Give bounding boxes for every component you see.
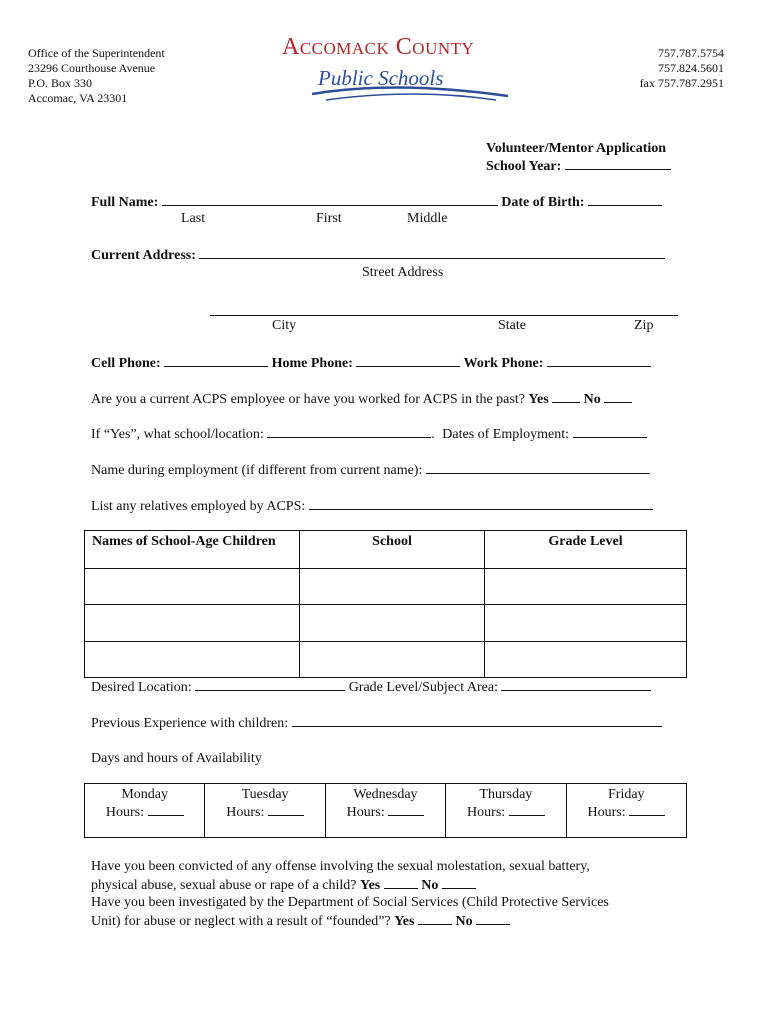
child-grade-cell[interactable]	[485, 642, 687, 678]
fax-line: fax 757.787.2951	[639, 76, 724, 90]
school-location-row: If “Yes”, what school/location: . Dates of Employment:	[91, 425, 647, 443]
city-state-zip-field[interactable]	[210, 315, 678, 316]
experience-label: Previous Experience with children:	[91, 716, 289, 731]
relatives-row	[91, 497, 653, 515]
sub-middle: Middle	[407, 211, 448, 226]
day-cell-wednesday[interactable]	[325, 784, 445, 838]
conviction-yes-field[interactable]	[384, 876, 418, 889]
school-year-label: School Year:	[486, 159, 562, 174]
employee-yes-field[interactable]	[552, 390, 580, 403]
full-name-field[interactable]	[162, 193, 498, 206]
day-name: Monday	[121, 787, 169, 802]
child-school-cell[interactable]	[300, 605, 485, 642]
cell-phone-field[interactable]	[164, 354, 268, 367]
address-label: Current Address:	[91, 248, 196, 263]
office-line-1: Office of the Superintendent	[28, 46, 165, 60]
relatives-field[interactable]	[309, 497, 653, 510]
sub-first: First	[316, 211, 342, 226]
header-grade-level: Grade Level	[485, 531, 687, 569]
grade-subject-label: Grade Level/Subject Area:	[348, 680, 498, 695]
hours-field[interactable]	[148, 803, 184, 816]
hours-entry: Hours:	[85, 803, 204, 821]
hours-field[interactable]	[268, 803, 304, 816]
office-line-2: 23296 Courthouse Avenue	[28, 61, 156, 75]
child-name-cell[interactable]	[85, 569, 300, 605]
logo-title: Accomack County	[282, 34, 475, 60]
logo-wave-icon	[282, 28, 512, 104]
desired-location-field[interactable]	[195, 678, 345, 691]
street-address-field[interactable]	[199, 246, 665, 259]
name-during-row	[91, 461, 650, 479]
conviction-no-field[interactable]	[442, 876, 476, 889]
table-row	[85, 569, 687, 605]
hours-field[interactable]	[388, 803, 424, 816]
home-phone-label: Home Phone:	[271, 356, 353, 371]
day-cell-thursday[interactable]	[446, 784, 566, 838]
logo-subtitle: Public Schools	[318, 66, 444, 90]
employee-no-field[interactable]	[604, 390, 632, 403]
day-cell-tuesday[interactable]	[205, 784, 325, 838]
relatives-label: List any relatives employed by ACPS:	[91, 499, 306, 514]
sub-street: Street Address	[362, 265, 444, 280]
employee-question: Are you a current ACPS employee or have you worked for ACPS in the past?	[91, 392, 525, 407]
hours-entry: Hours:	[205, 803, 324, 821]
day-cell-friday[interactable]	[566, 784, 686, 838]
school-location-label: If “Yes”, what school/location:	[91, 427, 264, 442]
dss-yes-label: Yes	[394, 913, 415, 929]
header-school: School	[300, 531, 485, 569]
sub-city: City	[272, 318, 297, 333]
day-name: Wednesday	[353, 787, 418, 802]
employee-yes-label: Yes	[528, 392, 549, 407]
sub-state: State	[498, 318, 526, 333]
child-grade-cell[interactable]	[485, 569, 687, 605]
child-name-cell[interactable]	[85, 642, 300, 678]
dates-employment-label: Dates of Employment:	[442, 427, 570, 442]
work-phone-label: Work Phone:	[463, 356, 544, 371]
cell-phone-label: Cell Phone:	[91, 356, 161, 371]
conviction-line-1: Have you been convicted of any offense involving the sexual molestation, sexual battery,	[91, 859, 590, 874]
experience-field[interactable]	[292, 714, 662, 727]
desired-location-label: Desired Location:	[91, 680, 192, 695]
grade-subject-field[interactable]	[501, 678, 651, 691]
dob-label: Date of Birth:	[501, 195, 585, 210]
table-row	[85, 605, 687, 642]
dss-no-label: No	[455, 913, 473, 929]
office-address	[28, 46, 165, 106]
school-location-field[interactable]	[267, 425, 431, 438]
availability-table	[84, 783, 687, 838]
dates-employment-field[interactable]	[573, 425, 647, 438]
sub-zip: Zip	[634, 318, 654, 333]
child-school-cell[interactable]	[300, 642, 485, 678]
dss-line-2: Unit) for abuse or neglect with a result of “founded”? Yes No	[91, 912, 609, 931]
dob-field[interactable]	[588, 193, 662, 206]
contact-phones	[640, 46, 724, 91]
hours-entry: Hours:	[326, 803, 445, 821]
office-line-3: P.O. Box 330	[28, 76, 93, 90]
dss-no-field[interactable]	[476, 912, 510, 925]
phone-line-1: 757.787.5754	[658, 46, 724, 60]
school-year-row	[486, 157, 671, 175]
child-grade-cell[interactable]	[485, 605, 687, 642]
table-row	[85, 642, 687, 678]
address-row	[91, 246, 665, 264]
conviction-yes-label: Yes	[360, 877, 381, 893]
table-header-row	[85, 531, 687, 569]
day-name: Tuesday	[241, 787, 289, 802]
desired-location-row	[91, 678, 651, 696]
full-name-row	[91, 193, 662, 211]
header-children-names: Names of School-Age Children	[85, 531, 300, 569]
children-table	[84, 530, 687, 678]
sub-last: Last	[181, 211, 206, 226]
child-name-cell[interactable]	[85, 605, 300, 642]
phone-row	[91, 354, 651, 372]
child-school-cell[interactable]	[300, 569, 485, 605]
dss-yes-field[interactable]	[418, 912, 452, 925]
hours-entry: Hours:	[446, 803, 565, 821]
name-during-field[interactable]	[426, 461, 650, 474]
home-phone-field[interactable]	[356, 354, 460, 367]
full-name-label: Full Name:	[91, 195, 159, 210]
employee-no-label: No	[583, 392, 601, 407]
availability-label: Days and hours of Availability	[91, 751, 262, 766]
employee-question-row	[91, 390, 632, 408]
availability-row	[85, 784, 687, 838]
conviction-no-label: No	[421, 877, 439, 893]
school-year-field[interactable]	[565, 157, 671, 170]
work-phone-field[interactable]	[547, 354, 651, 367]
phone-line-2: 757.824.5601	[658, 61, 724, 75]
day-cell-monday[interactable]	[85, 784, 205, 838]
hours-entry: Hours:	[567, 803, 686, 821]
district-logo	[282, 28, 512, 104]
experience-row	[91, 714, 662, 732]
conviction-questions	[91, 858, 609, 930]
hours-field[interactable]	[509, 803, 545, 816]
day-name: Friday	[608, 787, 645, 802]
office-line-4: Accomac, VA 23301	[28, 91, 128, 105]
form-title: Volunteer/Mentor Application	[486, 141, 667, 156]
day-name: Thursday	[479, 787, 533, 802]
conviction-line-2: physical abuse, sexual abuse or rape of a child? Yes No	[91, 876, 609, 895]
name-during-label: Name during employment (if different from current name):	[91, 463, 423, 478]
hours-field[interactable]	[629, 803, 665, 816]
dss-line-1: Have you been investigated by the Department of Social Services (Child Protective Services	[91, 895, 609, 910]
